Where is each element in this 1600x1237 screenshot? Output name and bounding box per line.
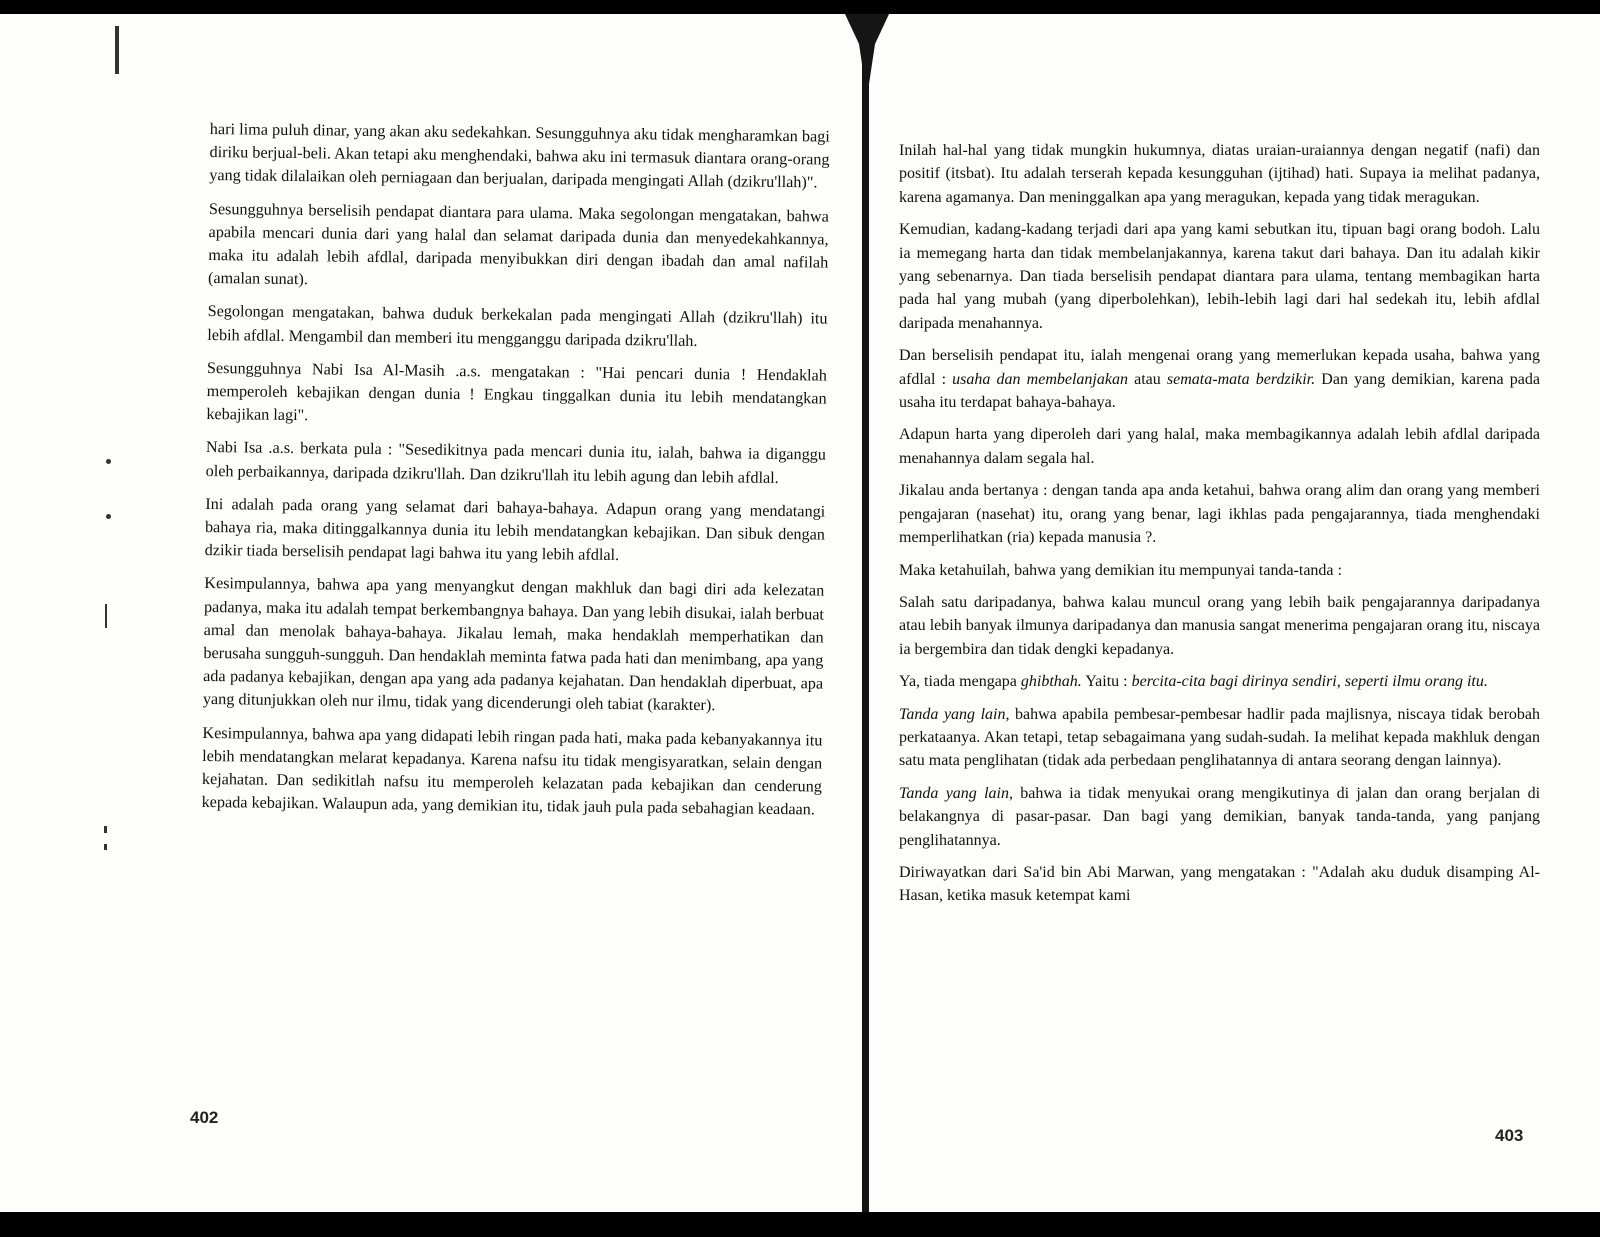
text-run: bahwa apabila pembesar-pembesar hadlir pada majlisnya, niscaya tidak berobah perkataanya. Akan tetapi, tetap sebagaimana yang sudah-sudah. Ia melihat kepada makhluk dengan satu mata penglihatan (tidak ada perbedaan penglihatannya di antara seorang dengan lainnya). [899, 705, 1541, 770]
italic-text: semata-mata berdzikir. [1166, 370, 1316, 388]
text-run: Dan yang demikian, karena pada usaha itu terdapat bahaya-bahaya. [899, 370, 1540, 412]
right-page [869, 14, 1600, 1212]
text-run: Kesimpulannya, bahwa apa yang menyangkut dengan makhluk dan bagi diri ada kelezatan padanya, maka itu adalah tempat berkembangnya bahaya. Dan yang lebih disukai, ialah berbuat amal dan menolak bahaya-bahaya. Jikalau lemah, maka hendaklah memperhatikan dan berusaha sungguh-sungguh. Dan hendaklah meminta fatwa pada hati dan menimbang, apa yang ada padanya kebajikan, dengan apa yang ada padanya kejahatan. Dan hendaklah diperbuat, apa yang ditunjukkan oleh nur ilmu, tidak yang dicenderungi oleh tabiat (karakter). [202, 574, 825, 715]
paragraph [899, 423, 1540, 470]
paragraph [899, 782, 1540, 852]
text-run: hari lima puluh dinar, yang akan aku sedekahkan. Sesungguhnya aku tidak mengharamkan bagi diriku berjual-beli. Akan tetapi aku menghendaki, bahwa aku ini termasuk diantara orang-orang yang tidak dilalaikan oleh perniagaan dan berjualan, daripada mengingati Allah (dzikru'llah)". [209, 119, 830, 192]
paragraph [899, 479, 1540, 549]
italic-text: ghibthah. [1020, 673, 1082, 691]
paragraph [205, 493, 826, 570]
paragraph [208, 198, 829, 298]
text-run: Nabi Isa .a.s. berkata pula : "Sesedikitnya pada mencari dunia itu, ialah, bahwa ia diganggu oleh perbaikannya, daripada dzikru'llah. Dan dzikru'llah itu lebih agung dan lebih afdlal. [205, 438, 827, 487]
page-number-right: 403 [1495, 1126, 1524, 1145]
text-run: atau [1127, 370, 1167, 388]
italic-text: bercita-cita bagi dirinya sendiri, seperti ilmu orang itu. [1131, 673, 1488, 691]
left-page [0, 14, 862, 1212]
text-run: Adapun harta yang diperoleh dari yang halal, maka membagikannya adalah lebih afdlal daripada menahannya dalam segala hal. [899, 426, 1540, 467]
italic-text: Tanda yang lain, [899, 784, 1013, 802]
italic-text: usaha dan membelanjakan [952, 370, 1128, 388]
text-run: Maka ketahuilah, bahwa yang demikian itu mempunyai tanda-tanda : [899, 561, 1342, 579]
paragraph [899, 139, 1540, 209]
scan-top-border [0, 0, 1600, 14]
margin-mark [105, 604, 107, 628]
text-run: Diriwayatkan dari Sa'id bin Abi Marwan, yang mengatakan : "Adalah aku duduk disamping Al-Hasan, ketika masuk ketempat kami [899, 863, 1540, 905]
text-run: Sesungguhnya berselisih pendapat diantara para ulama. Maka segolongan mengatakan, bahwa apabila mencari dunia dari yang halal dan selamat daripada dunia dan menyedekahkannya, maka itu adalah lebih afdlal, daripada menyibukkan diri dengan ibadah dan amal nafilah (amalan sunat). [207, 199, 829, 289]
text-run: Salah satu daripadanya, bahwa kalau muncul orang yang lebih baik pengajarannya daripadanya atau lebih banyak ilmunya daripadanya dan manusia sangat menerima pengajaran orang itu, niscaya ia bergembira dan tidak dengki kepadanya. [899, 593, 1540, 658]
paragraph [201, 722, 822, 822]
paragraph [899, 344, 1540, 414]
text-run: Kemudian, kadang-kadang terjadi dari apa yang kami sebutkan itu, tipuan bagi orang bodoh. Lalu ia memegang harta dan tidak membelanjakannya, karena takut dari bahaya. Dan itu adalah kikir yang sebenarnya. Dan tiada berselisih pendapat diantara para ulama, tentang membagikan harta pada hal yang mubah (yang diperbolehkan), lebih-lebih lagi dari hal sedekah itu, lebih afdlal daripada menahannya. [899, 221, 1540, 332]
text-run: bahwa ia tidak menyukai orang mengikutinya di jalan dan orang berjalan di belakangnya di pasar-pasar. Dan bagi yang demikian, banyak tanda-tanda, yang panjang penglihatannya. [899, 784, 1541, 849]
text-run: Ya, tiada mengapa [899, 673, 1021, 691]
book-spine [862, 14, 869, 1212]
paragraph [899, 670, 1540, 693]
text-run: Yaitu : [1081, 673, 1132, 691]
margin-dot [106, 459, 111, 464]
page-number-left: 402 [190, 1108, 219, 1127]
paragraph [899, 703, 1540, 773]
paragraph [206, 436, 827, 490]
paragraph [899, 861, 1540, 908]
paragraph [203, 572, 825, 719]
margin-dot [104, 844, 107, 850]
paragraph [209, 118, 830, 195]
text-run: Ini adalah pada orang yang selamat dari bahaya-bahaya. Adapun orang yang mendatangi bahaya ria, maka ditinggalkannya dunia itu lebih mendatangkan kebajikan. Dan sibuk dengan dzikir tiada berselisih pendapat lagi bahwa itu yang lebih afdlal. [204, 494, 826, 565]
paragraph [899, 591, 1540, 661]
scan-bottom-border [0, 1212, 1600, 1237]
paragraph [899, 218, 1540, 335]
right-page-text [899, 139, 1540, 917]
text-run: Sesungguhnya Nabi Isa Al-Masih .a.s. mengatakan : "Hai pencari dunia ! Hendaklah memperoleh kebajikan dengan dunia ! Engkau tinggalkan dunia itu lebih mendatangkan kebajikan lagi". [206, 358, 828, 425]
paragraph [207, 300, 828, 354]
left-page-text [201, 118, 830, 832]
italic-text: Tanda yang lain, [899, 705, 1010, 723]
text-run: Segolongan mengatakan, bahwa duduk berkekalan pada mengingati Allah (dzikru'llah) itu lebih afdlal. Mengambil dan memberi itu mengganggu daripada dzikru'llah. [207, 302, 828, 350]
text-run: Dan berselisih pendapat itu, ialah mengenai orang yang memerlukan kepada usaha, bahwa yang afdlal : [899, 347, 1540, 388]
text-run: Kesimpulannya, bahwa apa yang didapati lebih ringan pada hati, maka pada kebanyakannya itu lebih mendatangkan melarat kepadanya. Karena nafsu itu tidak mengisyaratkan, selain dengan kejahatan. Dan sedikitlah nafsu itu memperoleh kelazatan pada kebajikan dan cenderung kepada kebajikan. Walaupun ada, yang demikian itu, tidak jauh pula pada sebahagian keadaan. [201, 723, 823, 819]
text-run: Inilah hal-hal yang tidak mungkin hukumnya, diatas uraian-uraiannya dengan negatif (nafi) dan positif (itsbat). Itu adalah terserah kepada kesungguhan (ijtihad) hati. Supaya ia melihat padanya, karena agamanya. Dan meninggalkan apa yang meragukan, kepada yang tidak meragukan. [899, 142, 1540, 206]
text-run: Jikalau anda bertanya : dengan tanda apa anda ketahui, bahwa orang alim dan orang yang memberi pengajaran (nasehat) itu, orang yang benar, lagi ikhlas pada pengajarannya, tiada menghendaki memperlihatkan (ria) kepada manusia ?. [899, 482, 1540, 547]
book-spread [0, 14, 1600, 1212]
margin-mark [115, 26, 119, 74]
paragraph [899, 559, 1540, 582]
paragraph [206, 357, 827, 434]
margin-dot [104, 826, 107, 833]
margin-dot [106, 514, 111, 519]
